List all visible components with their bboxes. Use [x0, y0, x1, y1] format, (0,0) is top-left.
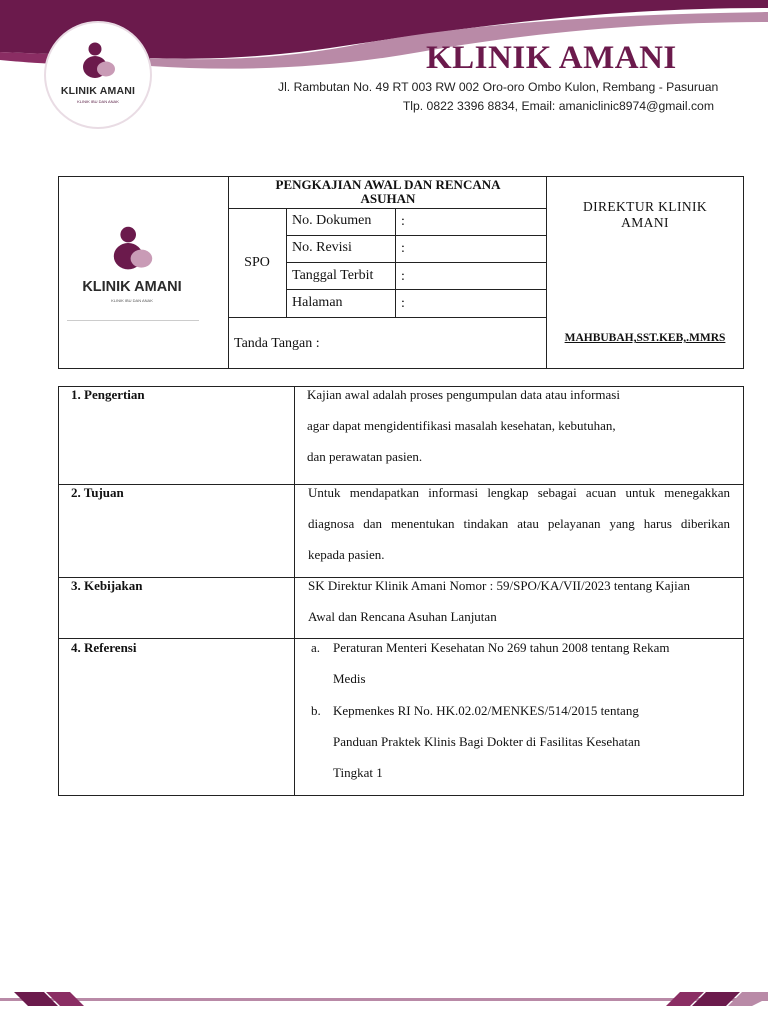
director-title-line1: DIREKTUR KLINIK: [582, 199, 708, 214]
signature-label: Tanda Tangan :: [234, 336, 320, 351]
procedure-content-table: [58, 386, 744, 796]
clinic-address: Jl. Rambutan No. 49 RT 003 RW 002 Oro-oro Ombo Kulon, Rembang - Pasuruan: [278, 80, 719, 94]
section-label-tujuan: 2. Tujuan: [71, 485, 124, 500]
kebijakan-line: SK Direktur Klinik Amani Nomor : 59/SPO/KA/VII/2023 tentang Kajian: [308, 578, 691, 593]
pengertian-line: Kajian awal adalah proses pengumpulan data atau informasi: [307, 387, 620, 402]
field-value-no-dokumen: :: [401, 214, 405, 229]
header-divider: [228, 317, 546, 318]
section-label-pengertian: 1. Pengertian: [71, 387, 145, 402]
spo-label: SPO: [244, 255, 270, 270]
referensi-line: Medis: [333, 671, 366, 686]
director-title-line2: AMANI: [621, 215, 669, 230]
header-logo-subtext: KLINIK IBU DAN ANAK: [111, 298, 153, 303]
footer-decoration: [0, 988, 768, 1024]
clinic-contact: Tlp. 0822 3396 8834, Email: amaniclinic8974@gmail.com: [402, 99, 714, 113]
director-title: [547, 199, 743, 231]
content-divider: [59, 638, 743, 639]
seal-brand-subtext: KLINIK IBU DAN ANAK: [77, 99, 119, 104]
section-label-referensi: 4. Referensi: [71, 640, 137, 655]
field-value-tanggal-terbit: :: [401, 269, 405, 284]
kebijakan-line: Awal dan Rencana Asuhan Lanjutan: [308, 609, 497, 624]
field-label-no-dokumen: No. Dokumen: [292, 213, 372, 228]
header-divider: [286, 235, 546, 236]
tujuan-line: Untuk mendapatkan informasi lengkap sebagai acuan untuk menegakkan: [308, 485, 730, 500]
field-label-tanggal-terbit: Tanggal Terbit: [292, 268, 374, 283]
header-logo-brand: KLINIK AMANI: [82, 279, 182, 295]
referensi-marker: b.: [311, 703, 321, 718]
seal-brand-text: KLINIK AMANI: [60, 85, 136, 97]
field-label-halaman: Halaman: [292, 295, 343, 310]
clinic-name: KLINIK AMANI: [426, 40, 677, 76]
referensi-line: Peraturan Menteri Kesehatan No 269 tahun 2008 tentang Rekam: [333, 640, 670, 655]
document-header-table: [58, 176, 744, 369]
header-divider: [286, 289, 546, 290]
referensi-marker: a.: [311, 640, 321, 655]
document-title: [229, 177, 547, 209]
pengertian-line: dan perawatan pasien.: [307, 449, 423, 464]
document-title-line2: ASUHAN: [360, 191, 416, 206]
document-title-line1: PENGKAJIAN AWAL DAN RENCANA: [275, 177, 501, 192]
footer-stripe-graphic: [0, 988, 768, 1024]
mother-child-logo-icon: [111, 225, 155, 273]
pengertian-line: agar dapat mengidentifikasi masalah kesehatan, kebutuhan,: [307, 418, 616, 433]
letterhead: [0, 0, 768, 130]
section-label-kebijakan: 3. Kebijakan: [71, 578, 143, 593]
mother-child-logo-icon: [81, 41, 117, 81]
director-name: MAHBUBAH,SST.KEB,.MMRS: [564, 332, 726, 344]
referensi-line: Tingkat 1: [333, 765, 383, 780]
field-value-halaman: :: [401, 296, 405, 311]
logo-underline: [67, 320, 199, 321]
header-logo: [65, 191, 199, 321]
header-divider: [286, 262, 546, 263]
field-value-no-revisi: :: [401, 241, 405, 256]
referensi-line: Panduan Praktek Klinis Bagi Dokter di Fasilitas Kesehatan: [333, 734, 641, 749]
clinic-seal-logo: [46, 23, 150, 127]
content-divider: [294, 387, 295, 795]
tujuan-line: diagnosa dan menentukan tindakan atau pelayanan yang harus diberikan: [308, 516, 730, 531]
referensi-line: Kepmenkes RI No. HK.02.02/MENKES/514/2015 tentang: [333, 703, 639, 718]
tujuan-line: kepada pasien.: [308, 547, 385, 562]
field-label-no-revisi: No. Revisi: [292, 240, 352, 255]
